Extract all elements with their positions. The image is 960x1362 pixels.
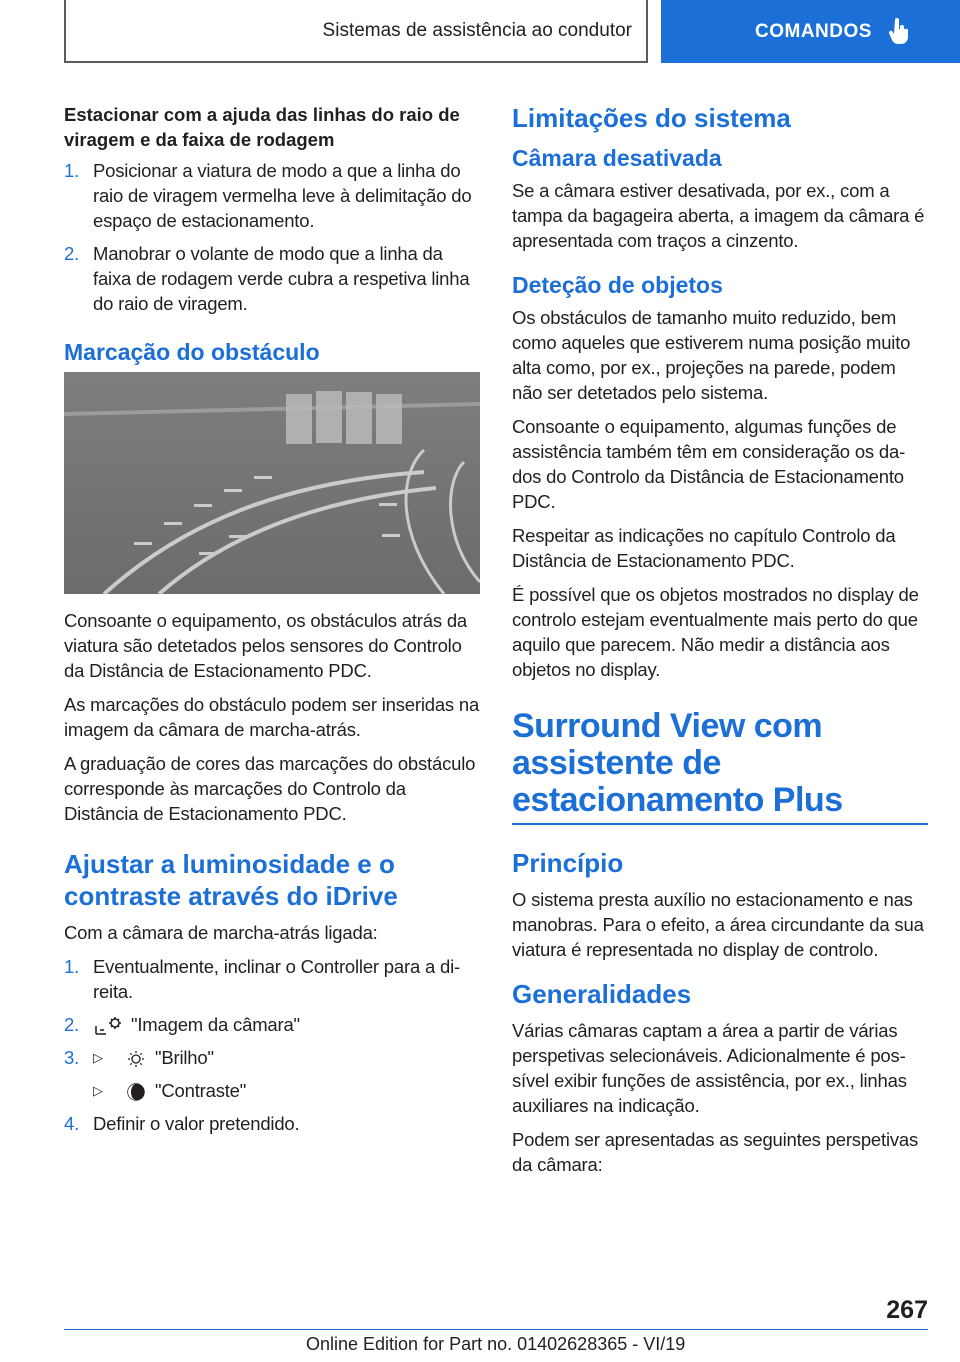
step-number: 1. [64,160,80,181]
list-item [64,1111,480,1136]
paragraph: Consoante o equipamento, os obstáculos atrás da viatura são detetados pelos sensores do Controlo da Distância de Estacionamento PDC. [64,610,468,681]
paragraph: O sistema presta auxílio no estacionamento e nas manobras. Para o efeito, a área circundante da sua viatura é representada no display de controlo. [512,889,924,960]
triangle-bullet-icon: ▷ [93,1050,103,1065]
step-number: 2. [64,1014,80,1035]
list-item [64,1045,480,1070]
page-number: 267 [886,1296,928,1324]
hand-pointer-icon [888,18,910,46]
heading-object-detection: Deteção de objetos [512,272,723,298]
brightness-icon [125,1049,147,1069]
heading-surround-view: Surround View com assistente de estacionamento Plus [512,707,843,819]
paragraph: Se a câmara estiver desativada, por ex., com a tampa da bagageira aberta, a imagem da câmara é apresentada com traços a cinzento. [512,180,925,251]
paragraph: Podem ser apresentadas as seguintes perspetivas da câmara: [512,1129,919,1175]
camera-view-illustration [64,372,480,594]
step-number: 1. [64,956,80,977]
step-text: Definir o valor pretendido. [93,1113,300,1134]
paragraph: Várias câmaras captam a área a partir de várias perspetivas selecionáveis. Adicionalmente é possível exibir funções de assistência, por ex., linhas auxiliares na indicação. [512,1020,907,1116]
section-title: Sistemas de assistência ao condutor [322,19,632,41]
heading-general: Generalidades [512,979,692,1009]
menu-label-brightness: "Brilho" [155,1047,214,1068]
heading-brightness-contrast: Ajustar a luminosidade e o contraste através do iDrive [64,849,398,911]
paragraph: Respeitar as indicações no capítulo Controlo da Distância de Estacionamento PDC. [512,525,896,571]
chapter-tab[interactable] [661,0,960,63]
list-item [64,954,480,1004]
paragraph: É possível que os objetos mostrados no display de controlo estejam eventualmente mais perto do que aquilo que parecem. Não medir a distância aos objetos no display. [512,584,919,680]
step-text: Eventualmente, inclinar o Controller para a direita. [93,956,461,1002]
heading-turning-lines: Estacionar com a ajuda das linhas do raio de viragem e da faixa de rodagem [64,104,460,150]
contrast-icon [125,1082,147,1102]
list-item [64,241,480,316]
list-item [64,158,480,233]
footer-rule [64,1329,928,1330]
section-heading-rule [512,708,928,825]
triangle-bullet-icon: ▷ [93,1083,103,1098]
menu-label-camera-image: "Imagem da câmara" [131,1014,300,1035]
step-text: Manobrar o volante de modo que a linha da faixa de rodagem verde cubra a respetiva linha do raio de viragem. [93,243,470,314]
left-column [64,102,480,1144]
paragraph: As marcações do obstáculo podem ser inseridas na imagem da câmara de marcha-atrás. [64,694,480,740]
step-number: 4. [64,1113,80,1134]
paragraph: A graduação de cores das marcações do obstáculo corresponde às marcações do Controlo da Distância de Estacionamento PDC. [64,753,476,824]
list-item [64,1012,480,1037]
step-text: Posicionar a viatura de modo a que a linha do raio de viragem vermelha leve à delimitação do espaço de estacionamento. [93,160,472,231]
step-number: 3. [64,1047,80,1068]
chapter-title: COMANDOS [755,20,872,42]
heading-camera-deactivated: Câmara desativada [512,145,722,171]
right-column [512,102,928,1186]
menu-label-contrast: "Contraste" [155,1080,247,1101]
paragraph: Os obstáculos de tamanho muito reduzido, bem como aqueles que estiverem numa posição muito alta como, por ex., projeções na parede, podem não ser detetados pelo sistema. [512,307,911,403]
paragraph: Com a câmara de marcha-atrás ligada: [64,922,378,943]
paragraph: Consoante o equipamento, algumas funções de assistência também têm em consideração os dados do Controlo da Distância de Estacionamento PDC. [512,416,906,512]
running-header [64,0,648,63]
heading-principle: Princípio [512,848,624,878]
camera-settings-icon [93,1016,123,1036]
step-number: 2. [64,243,80,264]
heading-obstacle-marking: Marcação do obstáculo [64,339,320,365]
edition-footer: Online Edition for Part no. 01402628365 - VI/19 [306,1334,686,1354]
heading-system-limits: Limitações do sistema [512,103,791,133]
list-item [64,1078,480,1103]
